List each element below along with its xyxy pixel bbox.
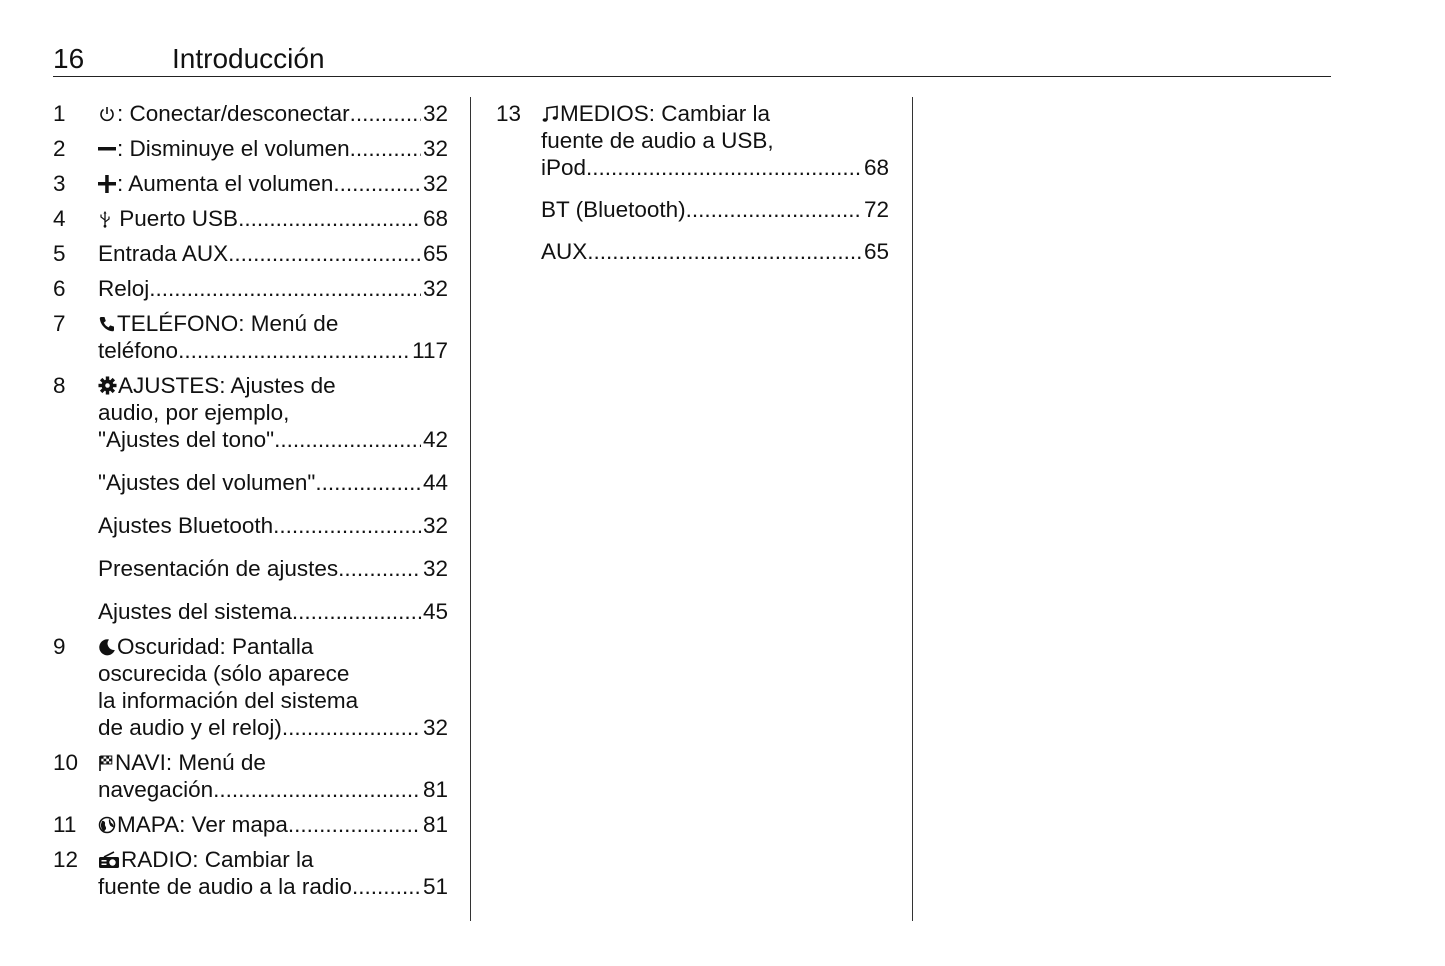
toc-entry[interactable]: fuente de audio a la radio ..... 51 bbox=[98, 873, 448, 900]
list-item bbox=[53, 135, 448, 162]
toc-subentry[interactable]: Presentación de ajustes ..... 32 bbox=[98, 555, 448, 582]
page-ref: 32 bbox=[422, 715, 448, 740]
toc-subentry[interactable]: Ajustes Bluetooth ..... 32 bbox=[98, 512, 448, 539]
list-item bbox=[53, 240, 448, 267]
item-number: 5 bbox=[53, 241, 66, 266]
usb-icon bbox=[98, 210, 112, 228]
toc-entry[interactable]: de audio y el reloj) ..... 32 bbox=[98, 714, 448, 741]
page-ref: 45 bbox=[422, 599, 448, 624]
page-ref: 65 bbox=[422, 241, 448, 266]
item-number: 2 bbox=[53, 136, 66, 161]
page-number: 16 bbox=[53, 43, 85, 74]
leader-dots bbox=[350, 100, 421, 127]
leader-dots bbox=[238, 205, 421, 232]
leader-dots bbox=[149, 275, 421, 302]
toc-subentry[interactable]: "Ajustes del volumen" ..... 44 bbox=[98, 469, 448, 496]
list-item: 13 MEDIOS: Cambiar la fuente de audio a USB, iPod ..... 68 BT (Bluetooth) ..... 72 AUX ..... 65 bbox=[496, 100, 889, 265]
item-number: 1 bbox=[53, 101, 66, 126]
page-ref: 117 bbox=[412, 338, 448, 363]
page-ref: 42 bbox=[422, 427, 448, 452]
leader-dots bbox=[274, 426, 421, 453]
minus-icon bbox=[98, 140, 116, 158]
toc-subentry[interactable]: BT (Bluetooth) ..... 72 bbox=[541, 196, 889, 223]
page-ref: 81 bbox=[422, 812, 448, 837]
leader-dots bbox=[350, 135, 421, 162]
leader-dots bbox=[292, 598, 421, 625]
page-ref: 51 bbox=[422, 874, 448, 899]
page-ref: 81 bbox=[422, 777, 448, 802]
column-divider-1 bbox=[470, 97, 471, 921]
page-ref: 32 bbox=[422, 101, 448, 126]
toc-entry[interactable]: Puerto USB ..... 68 bbox=[98, 205, 448, 232]
page-ref: 68 bbox=[422, 206, 448, 231]
page-ref: 32 bbox=[422, 171, 448, 196]
phone-icon bbox=[98, 315, 116, 333]
leader-dots bbox=[273, 512, 421, 539]
list-item bbox=[53, 170, 448, 197]
page-ref: 68 bbox=[863, 155, 889, 180]
page-ref: 44 bbox=[422, 470, 448, 495]
toc-subentry[interactable]: AUX ..... 65 bbox=[541, 238, 889, 265]
toc-entry[interactable]: teléfono ..... 117 bbox=[98, 337, 448, 364]
item-number: 3 bbox=[53, 171, 66, 196]
leader-dots bbox=[178, 337, 410, 364]
item-number: 7 bbox=[53, 311, 66, 336]
leader-dots bbox=[315, 469, 421, 496]
page-ref: 32 bbox=[422, 556, 448, 581]
page-header bbox=[53, 42, 1331, 77]
page-ref: 32 bbox=[422, 136, 448, 161]
toc-entry[interactable]: : Aumenta el volumen ..... 32 bbox=[98, 170, 448, 197]
plus-icon bbox=[98, 175, 116, 193]
radio-icon bbox=[98, 851, 120, 869]
leader-dots bbox=[333, 170, 421, 197]
toc-entry[interactable]: : Conectar/desconectar ..... 32 bbox=[98, 100, 448, 127]
leader-dots bbox=[338, 555, 421, 582]
leader-dots bbox=[213, 776, 421, 803]
item-number: 11 bbox=[53, 812, 77, 837]
leader-dots bbox=[587, 238, 862, 265]
item-number: 12 bbox=[53, 847, 79, 872]
toc-entry[interactable]: MAPA: Ver mapa ..... 81 bbox=[98, 811, 448, 838]
list-item bbox=[53, 205, 448, 232]
page-ref: 65 bbox=[863, 239, 889, 264]
music-note-icon bbox=[541, 105, 559, 123]
leader-dots bbox=[288, 811, 421, 838]
list-item: 12 RADIO: Cambiar la fuente de audio a la radio ..... 51 bbox=[53, 846, 448, 900]
list-item: 9 Oscuridad: Pantalla oscurecida (sólo aparece la información del sistema de audio y el reloj) ..... 32 bbox=[53, 633, 448, 741]
leader-dots bbox=[586, 154, 862, 181]
page-ref: 32 bbox=[422, 276, 448, 301]
toc-entry[interactable]: iPod ..... 68 bbox=[541, 154, 889, 181]
item-number: 10 bbox=[53, 750, 79, 775]
page-title: Introducción bbox=[172, 43, 325, 74]
power-icon bbox=[98, 105, 116, 123]
toc-entry[interactable]: : Disminuye el volumen ..... 32 bbox=[98, 135, 448, 162]
list-item: 7 TELÉFONO: Menú de teléfono ..... 117 bbox=[53, 310, 448, 364]
column-1 bbox=[53, 100, 448, 900]
list-item bbox=[53, 811, 448, 838]
leader-dots bbox=[282, 714, 421, 741]
toc-entry[interactable]: "Ajustes del tono" ..... 42 bbox=[98, 426, 448, 453]
gear-icon bbox=[98, 376, 117, 395]
leader-dots bbox=[352, 873, 421, 900]
page-ref: 72 bbox=[863, 197, 889, 222]
item-number: 9 bbox=[53, 634, 66, 659]
toc-subentry[interactable]: Ajustes del sistema ..... 45 bbox=[98, 598, 448, 625]
item-number: 13 bbox=[496, 101, 522, 126]
list-item bbox=[53, 275, 448, 302]
list-item: 8 AJUSTES: Ajustes de audio, por ejemplo, "Ajustes del tono" ..... 42 "Ajustes del volumen" ..... 44 Ajustes Bluetooth ..... 32 Presentación de ajustes ..... 32 Ajustes del sistema ..... 45 bbox=[53, 372, 448, 625]
item-number: 6 bbox=[53, 276, 66, 301]
list-item: 10 NAVI: Menú de navegación ..... 81 bbox=[53, 749, 448, 803]
item-number: 4 bbox=[53, 206, 66, 231]
moon-icon bbox=[98, 638, 116, 656]
toc-entry[interactable]: Reloj ..... 32 bbox=[98, 275, 448, 302]
item-number: 8 bbox=[53, 373, 66, 398]
leader-dots bbox=[228, 240, 421, 267]
column-divider-2 bbox=[912, 97, 913, 921]
page-ref: 32 bbox=[422, 513, 448, 538]
leader-dots bbox=[686, 196, 862, 223]
globe-icon bbox=[98, 816, 116, 834]
toc-entry[interactable]: navegación ..... 81 bbox=[98, 776, 448, 803]
list-item bbox=[53, 100, 448, 127]
column-2 bbox=[496, 100, 889, 265]
toc-entry[interactable]: Entrada AUX ..... 65 bbox=[98, 240, 448, 267]
flag-icon bbox=[98, 754, 114, 772]
